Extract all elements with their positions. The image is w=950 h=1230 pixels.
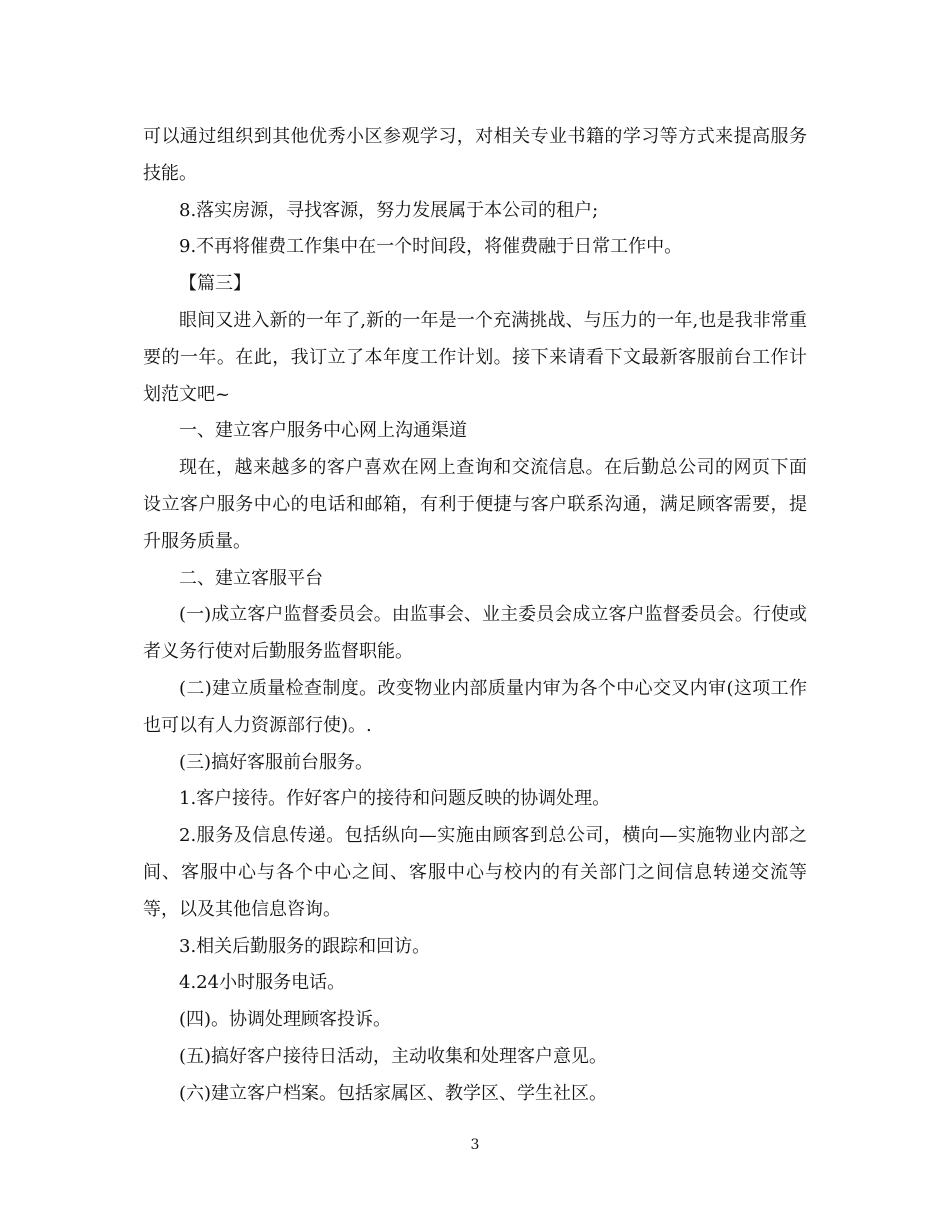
page-number: 3 [470, 1137, 480, 1153]
document-body [143, 119, 807, 1113]
paragraph-16: (四)。协调处理顾客投诉。 [179, 1009, 392, 1031]
paragraph-10: (二)建立质量检查制度。改变物业内部质量内审为各个中心交叉内审(这项工作也可以有人力资源部行使)。. [143, 677, 807, 736]
paragraph-5: 眼间又进入新的一年了,新的一年是一个充满挑战、与压力的一年,也是我非常重要的一年。在此，我订立了本年度工作计划。接下来请看下文最新客服前台工作计划范文吧~ [143, 309, 807, 405]
section-heading: 【篇三】 [179, 273, 251, 295]
paragraph-18: (六)建立客户档案。包括家属区、教学区、学生社区。 [179, 1082, 608, 1104]
paragraph-13: 2.服务及信息传递。包括纵向—实施由顾客到总公司，横向—实施物业内部之间、客服中心与各个中心之间、客服中心与校内的有关部门之间信息转递交流等等，以及其他信息咨询。 [143, 825, 807, 920]
paragraph-14: 3.相关后勤服务的跟踪和回访。 [179, 935, 431, 957]
paragraph-1: 可以通过组织到其他优秀小区参观学习，对相关专业书籍的学习等方式来提高服务技能。 [143, 126, 807, 184]
paragraph-12: 1.客户接待。作好客户的接待和问题反映的协调处理。 [179, 788, 611, 810]
paragraph-17: (五)搞好客户接待日活动，主动收集和处理客户意见。 [179, 1045, 608, 1067]
paragraph-11: (三)搞好客服前台服务。 [179, 751, 374, 773]
paragraph-3: 9.不再将催费工作集中在一个时间段，将催费融于日常工作中。 [179, 236, 683, 258]
paragraph-9: (一)成立客户监督委员会。由监事会、业主委员会成立客户监督委员会。行使或者义务行使对后勤服务监督职能。 [143, 604, 807, 663]
heading-2: 二、建立客服平台 [179, 567, 323, 589]
paragraph-15: 4.24小时服务电话。 [179, 972, 346, 994]
paragraph-7: 现在，越来越多的客户喜欢在网上查询和交流信息。在后勤总公司的网页下面设立客户服务中心的电话和邮箱，有利于便捷与客户联系沟通，满足顾客需要，提升服务质量。 [143, 457, 807, 552]
heading-1: 一、建立客户服务中心网上沟通渠道 [179, 420, 467, 442]
paragraph-2: 8.落实房源，寻找客源，努力发展属于本公司的租户; [179, 199, 599, 221]
